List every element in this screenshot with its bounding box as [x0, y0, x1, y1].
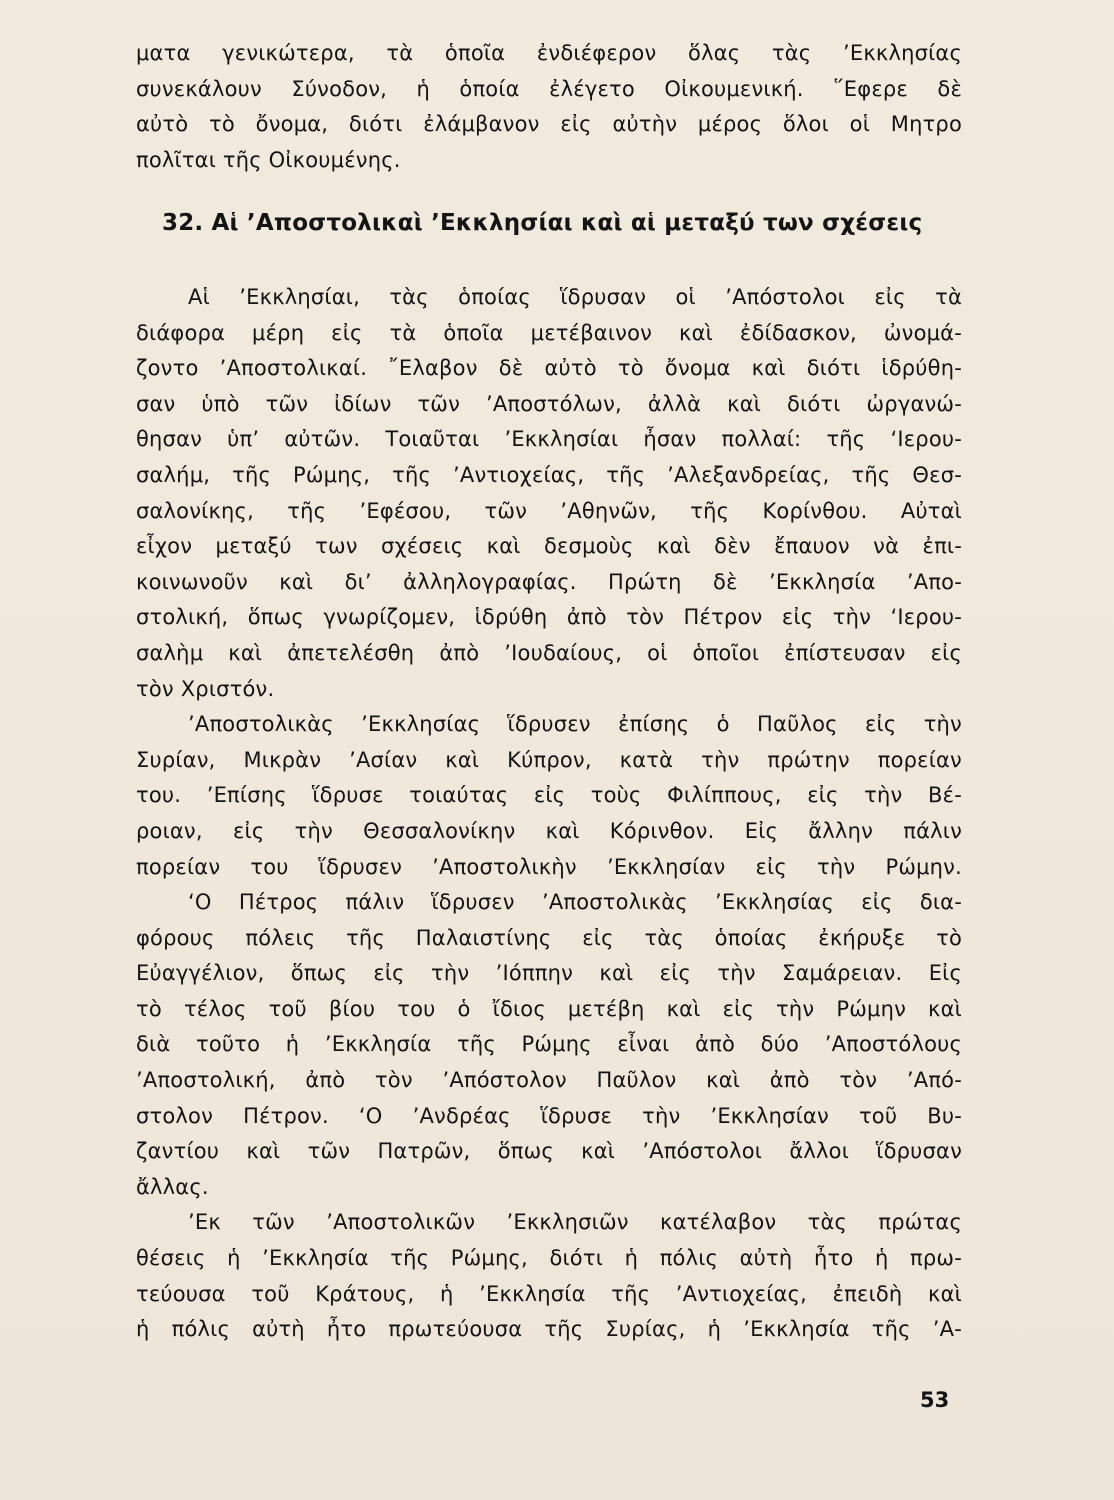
text-line: ‘Ο Πέτρος πάλιν ἵδρυσεν ’Αποστολικὰς ’Εκκλησίας εἰς δια-: [188, 890, 962, 915]
text-line: ματα γενικώτερα, τὰ ὁποῖα ἐνδιέφερον ὅλας τὰς ’Εκκλησίας: [136, 41, 962, 65]
text-line: πολῖται τῆς Οἰκουμένης.: [136, 147, 401, 172]
text-line: σαλήμ, τῆς Ρώμης, τῆς ’Αντιοχείας, τῆς ’Αλεξανδρείας, τῆς Θεσ-: [136, 462, 962, 487]
text-line: αὐτὸ τὸ ὄνομα, διότι ἐλάμβανον εἰς αὐτὴν μέρος ὅλοι οἱ Μητρο: [136, 112, 962, 137]
text-line: τεύουσα τοῦ Κράτους, ἡ ’Εκκλησία τῆς ’Αντιοχείας, ἐπειδὴ καὶ: [136, 1281, 962, 1306]
text-line: σαν ὑπὸ τῶν ἰδίων τῶν ’Αποστόλων, ἀλλὰ καὶ διότι ὠργανώ-: [136, 391, 962, 416]
text-line: θέσεις ἡ ’Εκκλησία τῆς Ρώμης, διότι ἡ πόλις αὐτὴ ἦτο ἡ πρω-: [136, 1246, 962, 1271]
page-number: 53: [920, 1388, 950, 1412]
text-line: ζαντίου καὶ τῶν Πατρῶν, ὅπως καὶ ’Απόστολοι ἄλλοι ἵδρυσαν: [136, 1139, 962, 1164]
text-line: ’Αποστολικὰς ’Εκκλησίας ἵδρυσεν ἐπίσης ὁ Παῦλος εἰς τὴν: [188, 712, 962, 737]
text-line: στολική, ὅπως γνωρίζομεν, ἱδρύθη ἀπὸ τὸν Πέτρον εἰς τὴν ‘Ιερου-: [136, 605, 962, 630]
text-line: φόρους πόλεις τῆς Παλαιστίνης εἰς τὰς ὁποίας ἐκήρυξε τὸ: [136, 925, 962, 950]
text-line: πορείαν του ἵδρυσεν ’Αποστολικὴν ’Εκκλησίαν εἰς τὴν Ρώμην.: [136, 854, 962, 879]
text-line: ροιαν, εἰς τὴν Θεσσαλονίκην καὶ Κόρινθον. Εἰς ἄλλην πάλιν: [136, 818, 962, 843]
text-line: ἄλλας.: [136, 1174, 209, 1199]
text-line: τὸ τέλος τοῦ βίου του ὁ ἴδιος μετέβη καὶ εἰς τὴν Ρώμην καὶ: [136, 996, 962, 1021]
text-line: Συρίαν, Μικρὰν ’Ασίαν καὶ Κύπρον, κατὰ τὴν πρώτην πορείαν: [136, 747, 962, 772]
text-line: του. ’Επίσης ἵδρυσε τοιαύτας εἰς τοὺς Φιλίππους, εἰς τὴν Βέ-: [136, 783, 962, 808]
text-line: συνεκάλουν Σύνοδον, ἡ ὁποία ἐλέγετο Οἰκουμενική. ῞Εφερε δὲ: [136, 76, 962, 101]
text-line: ἡ πόλις αὐτὴ ἦτο πρωτεύουσα τῆς Συρίας, ἡ ’Εκκλησία τῆς ’Α-: [136, 1317, 962, 1342]
text-line: εἶχον μεταξύ των σχέσεις καὶ δεσμοὺς καὶ δὲν ἔπαυον νὰ ἐπι-: [136, 534, 962, 559]
text-line: στολον Πέτρον. ‘Ο ’Ανδρέας ἵδρυσε τὴν ’Εκκλησίαν τοῦ Βυ-: [136, 1103, 962, 1128]
text-line: ’Αποστολική, ἀπὸ τὸν ’Απόστολον Παῦλον καὶ ἀπὸ τὸν ’Από-: [136, 1068, 962, 1093]
intro-paragraph: [136, 36, 962, 178]
text-line: ’Εκ τῶν ’Αποστολικῶν ’Εκκλησιῶν κατέλαβον τὰς πρώτας: [188, 1210, 962, 1235]
text-line: Εὐαγγέλιον, ὅπως εἰς τὴν ’Ιόππην καὶ εἰς τὴν Σαμάρειαν. Εἰς: [136, 961, 962, 986]
text-line: τὸν Χριστόν.: [136, 676, 275, 701]
text-line: κοινωνοῦν καὶ δι’ ἀλληλογραφίας. Πρώτη δὲ ’Εκκλησία ’Απο-: [136, 569, 962, 594]
section-heading: 32. Αἱ ’Αποστολικαὶ ’Εκκλησίαι καὶ αἱ μεταξύ των σχέσεις: [162, 210, 923, 236]
text-line: σαλονίκης, τῆς ’Εφέσου, τῶν ’Αθηνῶν, τῆς Κορίνθου. Αὐταὶ: [136, 498, 962, 523]
section-body: [136, 280, 962, 1348]
text-line: ζοντο ’Αποστολικαί. ῎Ελαβον δὲ αὐτὸ τὸ ὄνομα καὶ διότι ἱδρύθη-: [136, 356, 962, 381]
text-line: Αἱ ’Εκκλησίαι, τὰς ὁποίας ἵδρυσαν οἱ ’Απόστολοι εἰς τὰ: [188, 285, 962, 309]
text-line: θησαν ὑπ’ αὐτῶν. Τοιαῦται ’Εκκλησίαι ἦσαν πολλαί: τῆς ‘Ιερου-: [136, 427, 962, 452]
text-line: διάφορα μέρη εἰς τὰ ὁποῖα μετέβαινον καὶ ἐδίδασκον, ὠνομά-: [136, 320, 962, 345]
text-line: σαλὴμ καὶ ἀπετελέσθη ἀπὸ ’Ιουδαίους, οἱ ὁποῖοι ἐπίστευσαν εἰς: [136, 640, 962, 665]
text-line: διὰ τοῦτο ἡ ’Εκκλησία τῆς Ρώμης εἶναι ἀπὸ δύο ’Αποστόλους: [136, 1032, 962, 1057]
